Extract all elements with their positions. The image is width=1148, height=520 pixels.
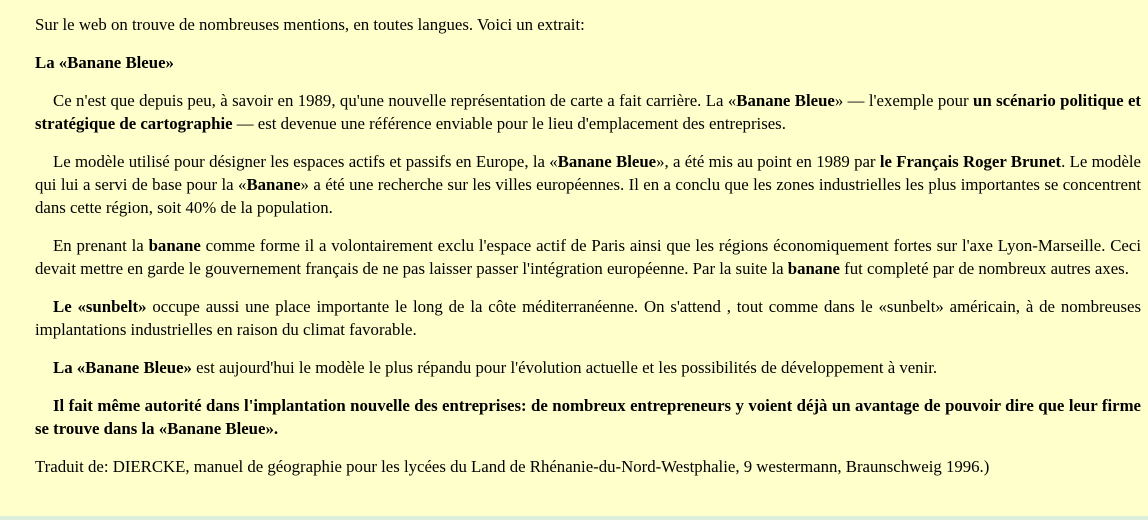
p1-text-3: — est devenue une référence enviable pour le lieu d'emplacement des entreprises.	[232, 114, 786, 133]
paragraph-2	[35, 150, 1141, 219]
p3-bold-1: banane	[148, 236, 201, 255]
p3-text-2: comme forme il a volontairement exclu l'espace actif de Paris ainsi que les régions économiquement fortes sur l'axe Lyon-Marseille. Ceci devait mettre en garde le gouvernement français de ne pas laisser passer l'intégration européenne. Par la suite la	[35, 236, 1141, 278]
paragraph-5	[35, 356, 1141, 379]
excerpt-heading	[35, 51, 1141, 74]
p3-text-1: En prenant la	[53, 236, 149, 255]
article-content	[35, 13, 1141, 493]
p6-bold-1: Il fait même autorité dans l'implantation nouvelle des entreprises: de nombreux entrepreneurs y voient déjà un avantage de pouvoir dire que leur firme se trouve dans la «Banane Bleue».	[35, 396, 1141, 438]
intro-text-body: Sur le web on trouve de nombreuses mentions, en toutes langues. Voici un extrait:	[35, 15, 585, 34]
p4-text-1: occupe aussi une place importante le long de la côte méditerranéenne. On s'attend , tout comme dans le «sunbelt» américain, à de nombreuses implantations industrielles en raison du climat favorable.	[35, 297, 1141, 339]
p2-text-3: . Le modèle qui lui a servi de base pour la «	[35, 152, 1142, 194]
p1-bold-2: un scénario politique et stratégique de cartographie	[35, 91, 1142, 133]
excerpt-heading-text: La «Banane Bleue»	[35, 53, 174, 72]
p1-bold-1: Banane Bleue	[736, 91, 835, 110]
p2-bold-1: Banane Bleue	[557, 152, 657, 171]
source-citation-text: Traduit de: DIERCKE, manuel de géographie pour les lycées du Land de Rhénanie-du-Nord-Westphalie, 9 westermann, Braunschweig 1996.)	[35, 457, 990, 476]
paragraph-3	[35, 234, 1141, 280]
paragraph-4	[35, 295, 1141, 341]
p3-text-3: fut completé par de nombreux autres axes.	[839, 259, 1129, 278]
p2-bold-2: le Français Roger Brunet	[879, 152, 1062, 171]
p1-text-1: Ce n'est que depuis peu, à savoir en 1989, qu'une nouvelle représentation de carte a fait carrière. La «	[53, 91, 737, 110]
p2-bold-3: Banane	[246, 175, 301, 194]
p5-text-1: est aujourd'hui le modèle le plus répandu pour l'évolution actuelle et les possibilités de développement à venir.	[191, 358, 938, 377]
p5-bold-1: La «Banane Bleue»	[53, 358, 192, 377]
paragraph-6	[35, 394, 1141, 440]
p4-bold-1: Le «sunbelt»	[53, 297, 147, 316]
paragraph-1	[35, 89, 1141, 135]
p2-text-4: » a été une recherche sur les villes européennes. Il en a conclu que les zones industrielles les plus importantes se concentrent dans cette région, soit 40% de la population.	[35, 175, 1141, 217]
p3-bold-2: banane	[787, 259, 840, 278]
intro-text	[35, 13, 1141, 36]
p1-text-2: » — l'exemple pour	[834, 91, 973, 110]
p2-text-2: », a été mis au point en 1989 par	[656, 152, 880, 171]
p2-text-1: Le modèle utilisé pour désigner les espaces actifs et passifs en Europe, la «	[53, 152, 558, 171]
source-citation	[35, 455, 1141, 478]
